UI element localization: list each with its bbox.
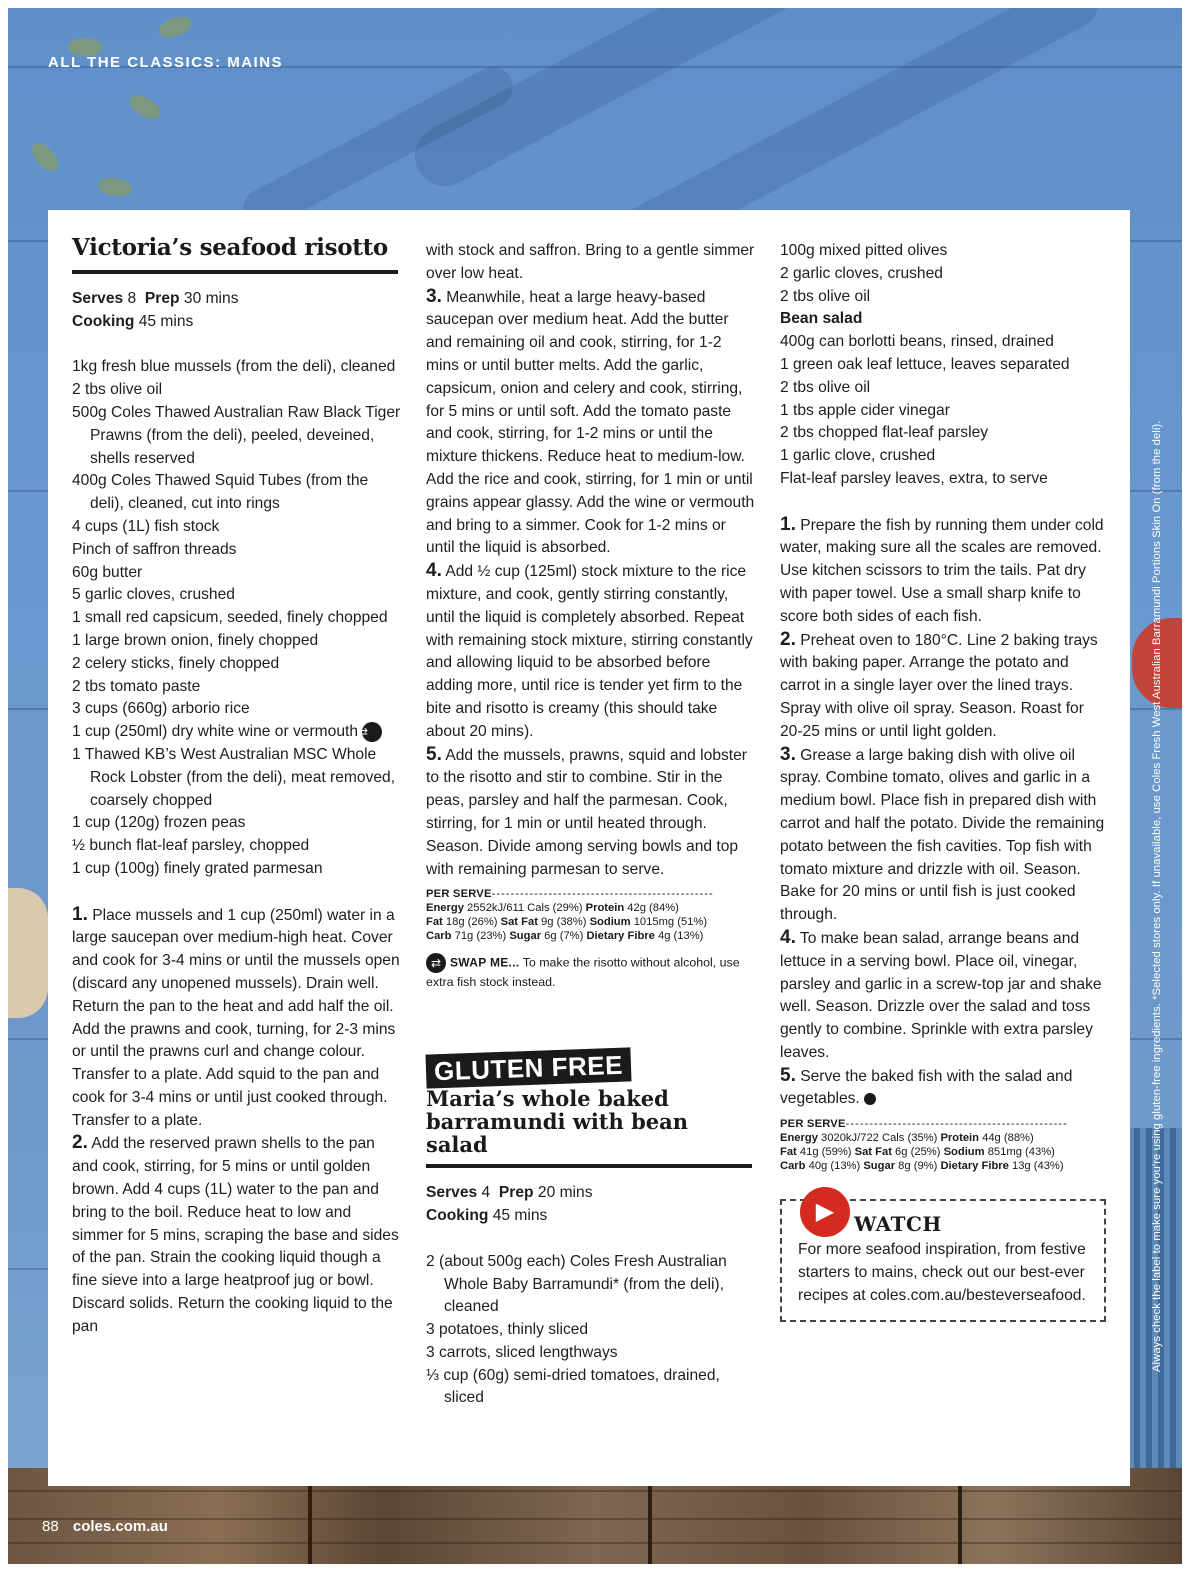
- method-step: 1. Prepare the fish by running them under cold water, making sure all the scales are removed. Use kitchen scissors to trim the tails. Pat dry with paper towel. Use a small sharp knife to score both sides of each fish.: [780, 513, 1104, 625]
- recipe-meta: Serves 4 Prep 20 mins Cooking 45 mins: [426, 1184, 593, 1225]
- ingredient: 400g can borlotti beans, rinsed, drained: [780, 333, 1054, 351]
- swap-icon: ⇄: [362, 722, 382, 742]
- method-step: 4. Add ½ cup (125ml) stock mixture to the rice mixture, and cook, gently stirring constantly, until the liquid is completely absorbed. Repeat with remaining stock mixture, stirring constantly and allowing liquid to be absorbed before adding more, until rice is tender yet firm to the bite and risotto is creamy (this should take about 20 mins).: [426, 560, 753, 740]
- ingredient: 1 Thawed KB’s West Australian MSC Whole Rock Lobster (from the deli), meat removed, coarsely chopped: [72, 745, 396, 809]
- ingredient: 500g Coles Thawed Australian Raw Black Tiger Prawns (from the deli), peeled, deveined, shells reserved: [72, 403, 401, 467]
- method-step-continued: with stock and saffron. Bring to a gentle simmer over low heat.: [426, 242, 755, 282]
- ingredient: 2 tbs tomato paste: [72, 677, 201, 695]
- watch-box: [780, 1199, 1106, 1321]
- ingredient: 1kg fresh blue mussels (from the deli), cleaned: [72, 358, 396, 376]
- ingredient: 1 cup (250ml) dry white wine or vermouth⇄: [72, 721, 402, 744]
- ingredient: 3 potatoes, thinly sliced: [426, 1321, 589, 1339]
- ingredient: 4 cups (1L) fish stock: [72, 517, 220, 535]
- method-step: 3. Grease a large baking dish with olive oil spray. Combine tomato, olives and garlic in a medium bowl. Place fish in prepared dish with carrot and half the potato. Divide the remaining potato between the fish cavities. Top fish with tomato mixture and drizzle with oil. Season. Bake for 20 mins or until fish is just cooked through.: [780, 743, 1105, 924]
- ingredient: 1 small red capsicum, seeded, finely chopped: [72, 609, 388, 627]
- ingredient: 2 tbs olive oil: [72, 381, 163, 399]
- bean-salad-heading: Bean salad: [780, 310, 863, 328]
- ingredient: 1 garlic clove, crushed: [780, 447, 936, 465]
- footer-site: coles.com.au: [72, 1518, 168, 1535]
- ingredient: 2 garlic cloves, crushed: [780, 264, 943, 282]
- ingredient-list: [426, 1251, 756, 1411]
- nutrition-panel: PER SERVE----------------------------------------------- Energy 3020kJ/722 Cals (35%) Protein 44g (88%) Fat 41g (59%) Sat Fat 6g (25%) Sodium 851mg (43%) Carb 40g (13%) Sugar 8g (9%) Dietary Fibre 13g (43%): [780, 1118, 1068, 1173]
- ingredient: 60g butter: [72, 563, 143, 581]
- play-icon[interactable]: ▶: [800, 1187, 850, 1237]
- ingredient: 2 tbs chopped flat-leaf parsley: [780, 424, 989, 442]
- method-step: 4. To make bean salad, arrange beans and lettuce in a serving bowl. Place oil, vinegar, parsley and garlic in a screw-top jar and shake well. Season. Drizzle over the salad and toss gently to combine. Sprinkle with extra parsley leaves.: [780, 926, 1102, 1061]
- ingredient: 2 tbs olive oil: [780, 287, 871, 305]
- column-1: [72, 234, 402, 1339]
- watch-text[interactable]: For more seafood inspiration, from festive starters to mains, check out our best-ever recipes at coles.com.au/besteverseafood.: [798, 1241, 1086, 1304]
- gluten-free-badge: GLUTEN FREE: [425, 1048, 631, 1089]
- method-step: 2. Add the reserved prawn shells to the pan and cook, stirring, for 5 mins or until golden brown. Add 4 cups (1L) water to the pan and bring to the boil. Reduce heat to low and simmer for 5 mins, scraping the base and sides of the pan. Strain the cooking liquid though a fine sieve into a large heatproof jug or bowl. Discard solids. Return the cooking liquid to the pan: [72, 1132, 399, 1335]
- recipe-title: Maria’s whole baked barramundi with bean salad: [426, 1086, 689, 1158]
- method-step: 3. Meanwhile, heat a large heavy-based saucepan over medium heat. Add the butter and remaining oil and cook, stirring, for 1-2 mins or until butter melts. Add the garlic, capsicum, onion and celery and cook, stirring, for 5 mins or until soft. Add the tomato paste and cook, stirring, for 1-2 mins or until the mixture thickens. Reduce heat to medium-low. Add the rice and cook, stirring, for 1 min or until grains appear glassy. Add the wine or vermouth and bring to a simmer. Cook for 1-2 mins or until the liquid is absorbed.: [426, 285, 755, 557]
- ingredient-list: [780, 240, 1110, 491]
- ingredient: ⅓ cup (60g) semi-dried tomatoes, drained, sliced: [426, 1366, 720, 1407]
- ingredient: Pinch of saffron threads: [72, 540, 237, 558]
- recipe-meta: Serves 8 Prep 30 mins Cooking 45 mins: [72, 290, 239, 330]
- ingredient: 1 cup (100g) finely grated parmesan: [72, 859, 323, 877]
- nutrition-panel: PER SERVE----------------------------------------------- Energy 2552kJ/611 Cals (29%) Protein 42g (84%) Fat 18g (26%) Sat Fat 9g (38%) Sodium 1015mg (51%) Carb 71g (23%) Sugar 6g (7%) Dietary Fibre 4g (13%): [426, 888, 714, 943]
- ingredient: 2 celery sticks, finely chopped: [72, 654, 280, 672]
- ingredient: ½ bunch flat-leaf parsley, chopped: [72, 837, 310, 855]
- ingredient: 100g mixed pitted olives: [780, 242, 948, 259]
- method-step: 1. Place mussels and 1 cup (250ml) water in a large saucepan over medium-high heat. Cover and cook for 3-4 mins or until the mussels open (discard any unopened mussels). Drain well. Return the pan to the heat and add half the oil. Add the prawns and cook, turning, for 2-3 mins or until the prawns curl and change colour. Transfer to a plate. Add squid to the pan and cook for 3-4 mins or until just cooked through. Transfer to a plate.: [72, 903, 400, 1129]
- swap-icon: ⇄: [426, 953, 446, 973]
- swap-tip: ⇄ SWAP ME... To make the risotto without alcohol, use extra fish stock instead.: [426, 953, 756, 991]
- column-2: [426, 240, 756, 1410]
- ingredient: 1 green oak leaf lettuce, leaves separated: [780, 355, 1070, 373]
- end-mark-icon: [864, 1093, 876, 1105]
- side-note: Always check the label to make sure you're using gluten-free ingredients. *Selected stores only. If unavailable, use Coles Fresh West Australian Barramundi Portions Skin On (from the deli).: [1151, 420, 1163, 1372]
- ingredient: Flat-leaf parsley leaves, extra, to serve: [780, 469, 1048, 487]
- ingredient: 1 tbs apple cider vinegar: [780, 401, 950, 419]
- column-3: [780, 240, 1110, 1322]
- ingredient: 2 (about 500g each) Coles Fresh Australian Whole Baby Barramundi* (from the deli), cleaned: [426, 1252, 727, 1316]
- method-step: 2. Preheat oven to 180°C. Line 2 baking trays with baking paper. Arrange the potato and carrot in a single layer over the lined trays. Spray with olive oil spray. Season. Roast for 20-25 mins or until light golden.: [780, 628, 1098, 740]
- title-rule: [426, 1164, 752, 1168]
- ingredient: 5 garlic cloves, crushed: [72, 586, 235, 604]
- title-rule: [72, 270, 398, 274]
- page-footer: [42, 1518, 168, 1535]
- ingredient: 1 cup (120g) frozen peas: [72, 814, 246, 832]
- ingredient: 3 carrots, sliced lengthways: [426, 1343, 618, 1361]
- recipe-card: [48, 210, 1130, 1486]
- ingredient: 3 cups (660g) arborio rice: [72, 700, 250, 718]
- ingredient-list: [72, 356, 402, 880]
- recipe-title: Victoria’s seafood risotto: [72, 234, 388, 261]
- ingredient: 400g Coles Thawed Squid Tubes (from the deli), cleaned, cut into rings: [72, 472, 369, 513]
- ingredient: 2 tbs olive oil: [780, 378, 871, 396]
- section-label: ALL THE CLASSICS: MAINS: [48, 54, 284, 71]
- page-number: 88: [42, 1518, 59, 1535]
- method-step: 5. Add the mussels, prawns, squid and lobster to the risotto and stir to combine. Stir in the peas, parsley and half the parmesan. Cook, stirring, for 1 min or until heated through. Season. Divide among serving bowls and top with remaining parmesan to serve.: [426, 743, 747, 878]
- method-step: 5. Serve the baked fish with the salad and vegetables.: [780, 1064, 1073, 1108]
- watch-title: WATCH: [854, 1212, 942, 1237]
- ingredient: 1 large brown onion, finely chopped: [72, 631, 319, 649]
